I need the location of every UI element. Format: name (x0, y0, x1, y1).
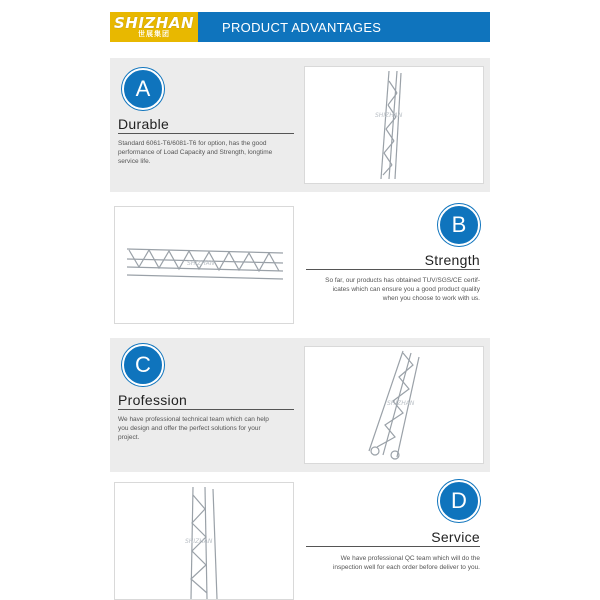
letter-a-badge: A (122, 68, 164, 110)
watermark: SHIZHAN (375, 112, 403, 119)
advantage-title: Durable (118, 116, 170, 132)
advantage-title: Service (431, 529, 480, 545)
brand-logo (110, 12, 198, 42)
advantage-profession (110, 338, 490, 472)
title-underline (306, 269, 480, 270)
letter-d-badge: D (438, 480, 480, 522)
vertical-truss-photo (304, 66, 484, 184)
upright-truss-photo (114, 482, 294, 600)
advantage-description: Standard 6061-T6/6081-T6 for option, has the good performance of Load Capacity and Strength, longtime service life. (118, 140, 273, 165)
letter-b-badge: B (438, 204, 480, 246)
advantage-durable (110, 58, 490, 192)
advantage-title: Profession (118, 392, 188, 408)
angled-truss-photo (304, 346, 484, 464)
letter-c-badge: C (122, 344, 164, 386)
watermark: SHIZHAN (187, 260, 215, 267)
title-underline (118, 133, 294, 134)
advantage-strength (110, 200, 490, 334)
horizontal-truss-photo (114, 206, 294, 324)
page-title: PRODUCT ADVANTAGES (222, 20, 382, 35)
advantage-description: We have professional QC team which will do the inspection well for each order before deliver to you. (332, 555, 480, 571)
advantage-description: We have professional technical team which can help you design and offer the perfect solutions for your project. (118, 416, 269, 441)
advantage-title: Strength (424, 252, 480, 268)
title-underline (306, 546, 480, 547)
logo-subtext: 世展集团 (138, 30, 170, 38)
advantage-service (110, 476, 490, 600)
watermark: SHIZHAN (185, 538, 213, 545)
watermark: SHIZHAN (387, 400, 415, 407)
logo-text: SHIZHAN (113, 13, 195, 32)
title-underline (118, 409, 294, 410)
advantage-description: So far, our products has obtained TUV/SGS/CE certif- icates which can ensure you a good product quality when you choose to work with us. (325, 277, 480, 302)
header-bar (110, 12, 490, 42)
